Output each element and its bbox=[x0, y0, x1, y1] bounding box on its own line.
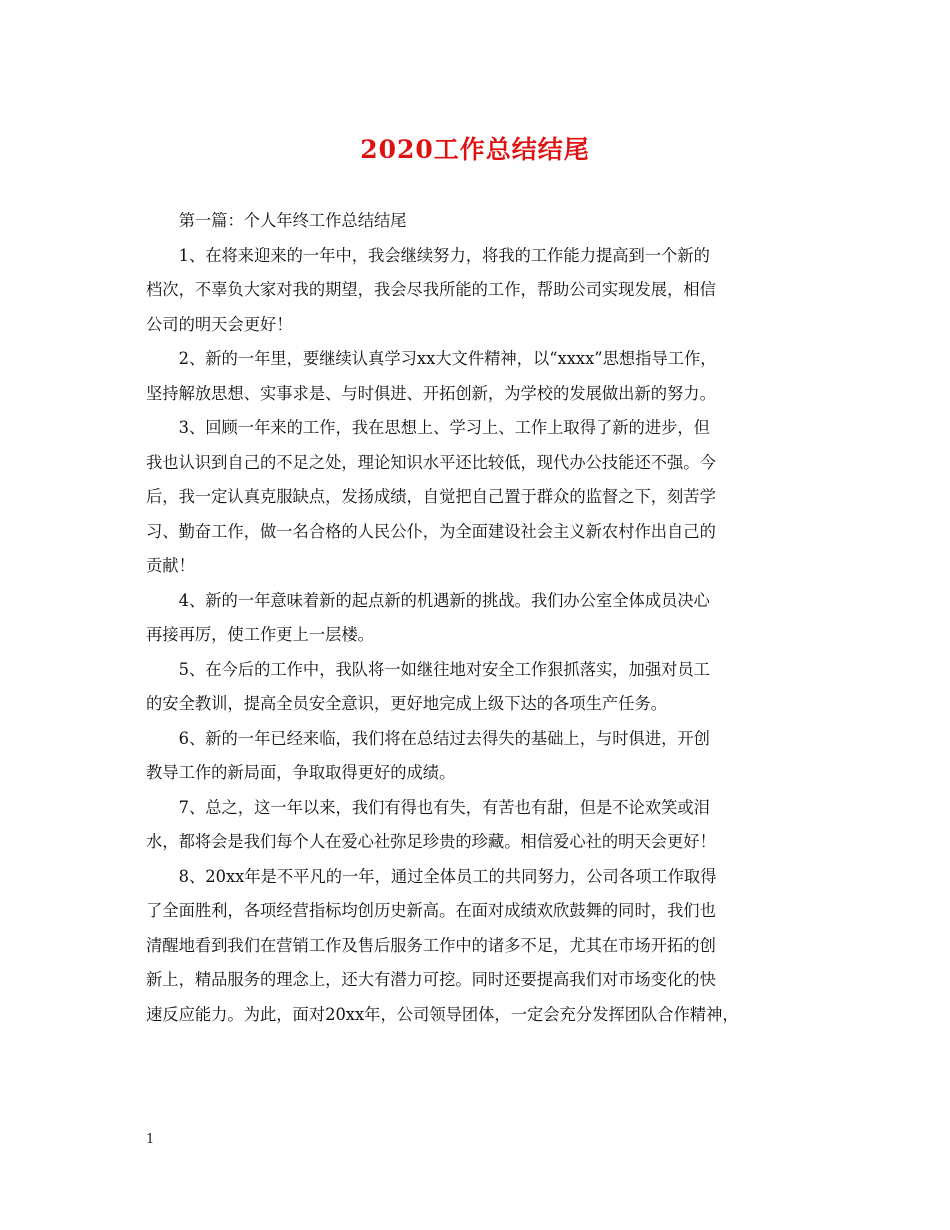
text-line: 7、总之，这一年以来，我们有得也有失，有苦也有甜，但是不论欢笑或泪 bbox=[178, 797, 710, 817]
text-line: 我也认识到自己的不足之处，理论知识水平还比较低，现代办公技能还不强。今 bbox=[146, 452, 716, 472]
text-line: 教导工作的新局面，争取取得更好的成绩。 bbox=[146, 763, 456, 782]
text-line: 了全面胜利，各项经营指标均创历史新高。在面对成绩欢欣鼓舞的同时，我们也 bbox=[146, 901, 716, 920]
paragraph-8 bbox=[146, 860, 808, 1033]
text-line: 1、在将来迎来的一年中，我会继续努力，将我的工作能力提高到一个新的 bbox=[178, 245, 710, 265]
text-line: 新上，精品服务的理念上，还大有潜力可挖。同时还要提高我们对市场变化的快 bbox=[146, 970, 716, 989]
text-line: 6、新的一年已经来临，我们将在总结过去得失的基础上，与时俱进，开创 bbox=[178, 728, 710, 748]
text-line: 2、新的一年里，要继续认真学习xx大文件精神，以“xxxx”思想指导工作， bbox=[178, 349, 717, 368]
text-line: 8、20xx年是不平凡的一年，通过全体员工的共同努力，公司各项工作取得 bbox=[178, 866, 717, 886]
text-line: 档次，不辜负大家对我的期望，我会尽我所能的工作，帮助公司实现发展，相信 bbox=[146, 280, 716, 299]
text-line: 公司的明天会更好！ bbox=[146, 314, 293, 334]
text-line: 的安全教训，提高全员安全意识，更好地完成上级下达的各项生产任务。 bbox=[146, 694, 668, 713]
text-line: 4、新的一年意味着新的起点新的机遇新的挑战。我们办公室全体成员决心 bbox=[178, 590, 710, 610]
paragraph-7 bbox=[146, 791, 808, 860]
text-line: 3、回顾一年来的工作，我在思想上、学习上、工作上取得了新的进步，但 bbox=[178, 418, 710, 437]
page-number: 1 bbox=[146, 1132, 155, 1147]
text-line: 习、勤奋工作，做一名合格的人民公仆，为全面建设社会主义新农村作出自己的 bbox=[146, 521, 716, 541]
paragraph-heading bbox=[146, 204, 808, 239]
paragraph-6 bbox=[146, 722, 808, 791]
paragraph-2 bbox=[146, 342, 808, 411]
document-body bbox=[146, 204, 808, 1032]
paragraph-3 bbox=[146, 411, 808, 584]
text-line: 坚持解放思想、实事求是、与时俱进、开拓创新，为学校的发展做出新的努力。 bbox=[146, 383, 716, 403]
paragraph-1 bbox=[146, 239, 808, 343]
paragraph-5 bbox=[146, 653, 808, 722]
paragraph-4 bbox=[146, 584, 808, 653]
text-line: 速反应能力。为此，面对20xx年，公司领导团体，一定会充分发挥团队合作精神， bbox=[146, 1004, 739, 1024]
text-line: 水，都将会是我们每个人在爱心社弥足珍贵的珍藏。相信爱心社的明天会更好！ bbox=[146, 832, 716, 851]
text-line: 再接再厉，使工作更上一层楼。 bbox=[146, 625, 374, 644]
text-line: 5、在今后的工作中，我队将一如继往地对安全工作狠抓落实，加强对员工 bbox=[178, 659, 710, 679]
text-line: 清醒地看到我们在营销工作及售后服务工作中的诸多不足，尤其在市场开拓的创 bbox=[146, 935, 716, 955]
text-line: 后，我一定认真克服缺点，发扬成绩，自觉把自己置于群众的监督之下，刻苦学 bbox=[146, 487, 716, 506]
text-line: 贡献！ bbox=[146, 556, 195, 575]
page-title: 2020工作总结结尾 bbox=[360, 135, 590, 164]
text-line: 第一篇：个人年终工作总结结尾 bbox=[178, 211, 407, 230]
